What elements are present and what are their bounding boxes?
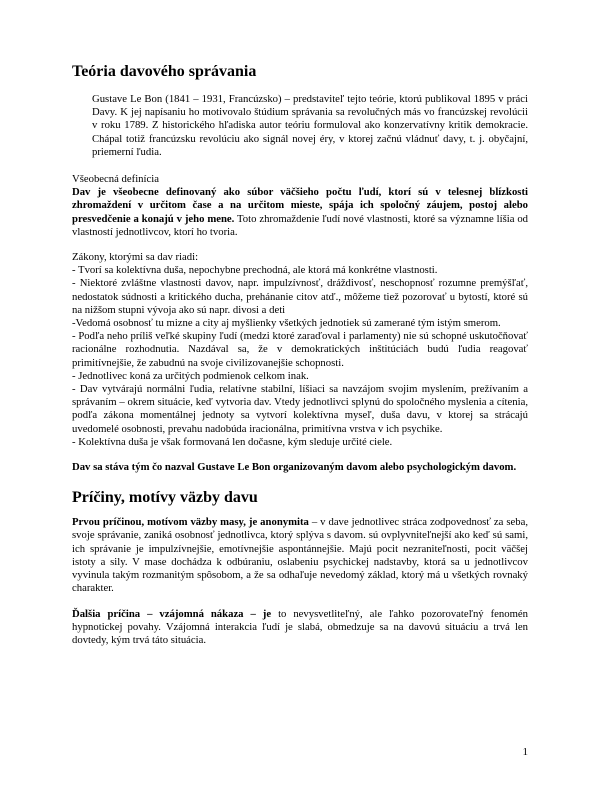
conclusion-paragraph: Dav sa stáva tým čo nazval Gustave Le Bon organizovaným davom alebo psychologickým davom.	[72, 461, 517, 474]
section-title: Príčiny, motívy väzby davu	[72, 489, 258, 507]
cause-1-bold: Prvou príčinou, motívom väzby masy, je anonymita	[72, 516, 309, 529]
definition-label: Všeobecná definícia	[72, 173, 159, 186]
cause-2-bold: Ďalšia príčina – vzájomná nákaza – je	[72, 607, 272, 620]
definition-bold-text: Dav je všeobecne definovaný ako súbor väčšieho počtu ľudí, ktorí sú v telesnej blízkosti zhromaždení v určitom čase a na určitom mieste, spája ich spoločný záujem, postoj alebo presvedčenie a konajú v jeho mene.	[72, 186, 528, 225]
law-item: - Dav vytvárajú normálni ľudia, relatívne stabilní, líšiaci sa navzájom svojim myslením, prežívaním a správaním – okrem situácie, keď vytvoria dav. Vtedy jednotlivci splynú do spoločného myslenia a cítenia, podľa zákona momentálnej jednoty sa vytvorí kolektívna myseľ, duša davu, v ktorej sa strácajú uvedomelé osobnosti, prevahu nadobúda iracionálna, primitívna vrstva v ich psychike.	[72, 383, 528, 435]
document-page	[72, 62, 528, 659]
cause-paragraph-2	[72, 608, 528, 648]
cause-2-text: to nevysvetliteľný, ale ľahko pozorovateľný fenomén hypnotickej povahy. Vzájomná interakcia ľudí je slabá, obmedzuje sa na davovú situáciu a trvá len dovtedy, kým trvá táto situácia.	[72, 607, 528, 646]
page-number: 1	[522, 746, 528, 758]
law-item: -Vedomá osobnosť tu mizne a city aj myšlienky všetkých jednotiek sú zamerané tým istým smerom.	[72, 317, 501, 330]
intro-paragraph: Gustave Le Bon (1841 – 1931, Francúzsko) – predstaviteľ tejto teórie, ktorú publikoval 1895 v práci Davy. K jej napísaniu ho motivovalo štúdium správania sa revolučných más vo francúzskej revolúcii v roku 1789. Z historického hľadiska autor teóriu formuloval ako konzervatívny kritik demokracie. Chápal totiž francúzsku revolúciu ako signál novej éry, v ktorej začnú vládnuť davy, t. j. obyčajní, priemerní ľudia.	[92, 93, 528, 158]
law-item: - Podľa neho príliš veľké skupiny ľudí (medzi ktoré zaraďoval i parlamenty) nie sú schopné uskutočňovať racionálne rozhodnutia. Nazdával sa, že v demokratických inštitúciách budú ľudia reagovať primitívnejšie, že zabudnú na svoje civilizovanejšie schopnosti.	[72, 330, 528, 369]
law-item: - Tvorí sa kolektívna duša, nepochybne prechodná, ale ktorá má konkrétne vlastnosti.	[72, 264, 438, 277]
cause-paragraph-1	[72, 516, 528, 595]
definition-rest-text: Toto zhromaždenie ľudí nové vlastnosti, ktoré sa významne líšia od vlastností jednotlivcov, ktorí ho tvoria.	[72, 212, 529, 238]
laws-label: Zákony, ktorými sa dav riadi:	[72, 251, 199, 264]
law-item: - Jednotlivec koná za určitých podmienok celkom inak.	[72, 369, 309, 382]
page-title: Teória davového správania	[72, 63, 257, 80]
cause-1-text: – v dave jednotlivec stráca zodpovednosť za seba, svoje správanie, zaniká osobnosť jednotlivca, ktorý splýva s davom. sú ovplyvniteľnejší ako keď sú sami, ich správanie je impulzívnejšie, emotívnejšie aspontánnejšie. Majú pocit nezraniteľnosti, pocit väčšej istoty a sily. V mase dochádza k odbúraniu, oslabeniu psychickej nadstavby, ktorá sa u jednotlivcov vyvinula takým rozmanitým spôsobom, a že sa odhaľuje nevedomý základ, ktorý má u všetkých rovnaký charakter.	[72, 516, 528, 595]
law-item: - Niektoré zvláštne vlastnosti davov, napr. impulzívnosť, dráždivosť, neschopnosť rozumne premýšľať, nedostatok súdnosti a kritického ducha, prehánanie citov atď., môžeme tiež pozorovať u bytostí, ktoré sú na nižšom stupni vývoja ako sú napr. divosi a deti	[72, 277, 528, 316]
definition-paragraph	[72, 186, 528, 239]
laws-list	[72, 264, 528, 449]
law-item: - Kolektívna duša je však formovaná len dočasne, kým sleduje určité ciele.	[72, 435, 393, 448]
